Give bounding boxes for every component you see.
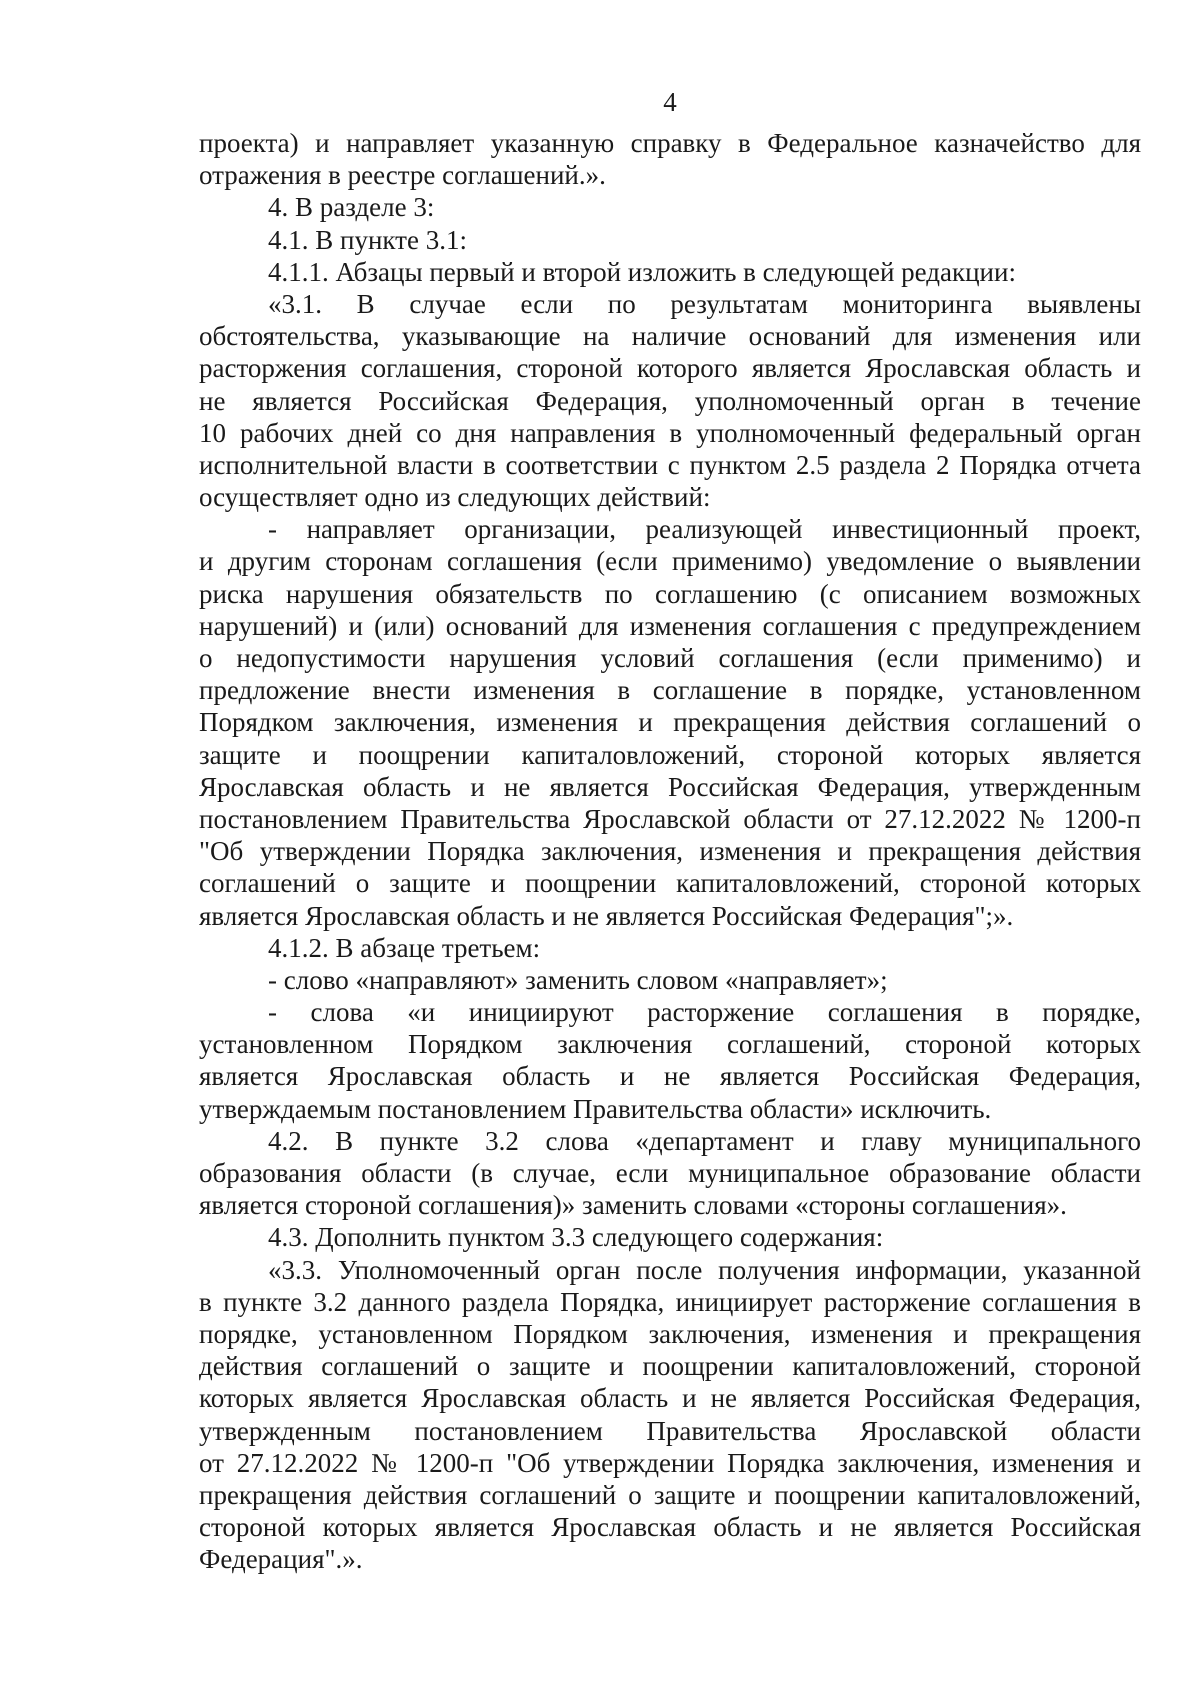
text-line: 4.2. В пункте 3.2 слова «департамент и главу муниципального [268,1125,1141,1156]
text-line: Порядком заключения, изменения и прекращения действия соглашений о [199,707,1141,738]
text-line: о недопустимости нарушения условий соглашения (если применимо) и [199,643,1141,673]
text-line: утвержденным постановлением Правительства Ярославской области [199,1415,1141,1446]
text-line: образования области (в случае, если муниципальное образование области [199,1158,1141,1188]
text-line: прекращения действия соглашений о защите и поощрении капиталовложений, [199,1479,1141,1510]
text-line: «3.1. В случае если по результатам мониторинга выявлены [268,288,1141,319]
text-line: предложение внести изменения в соглашение в порядке, установленном [199,675,1141,706]
text-line: - слово «направляют» заменить словом «направляет»; [268,964,888,995]
text-line: Ярославская область и не является Российская Федерация, утвержденным [199,771,1141,802]
text-line: - направляет организации, реализующей инвестиционный проект, [268,514,1141,545]
text-line: расторжения соглашения, стороной которого является Ярославская область и [199,353,1141,384]
text-line: порядке, установленном Порядком заключения, изменения и прекращения [199,1318,1141,1349]
text-line: является Ярославская область и не является Российская Федерация";». [199,900,1014,931]
text-line: 4.3. Дополнить пунктом 3.3 следующего содержания: [268,1222,884,1253]
text-line: 10 рабочих дней со дня направления в уполномоченный федеральный орган [199,417,1141,448]
page-number: 4 [663,87,677,117]
text-line: в пункте 3.2 данного раздела Порядка, инициирует расторжение соглашения в [199,1286,1141,1317]
text-line: постановлением Правительства Ярославской области от 27.12.2022 № 1200-п [199,803,1141,834]
text-line: Федерация".». [199,1544,363,1575]
text-line: не является Российская Федерация, уполномоченный орган в течение [199,385,1141,416]
text-line: защите и поощрении капиталовложений, стороной которых является [199,739,1141,770]
text-line: 4.1. В пункте 3.1: [268,224,467,255]
text-line: стороной которых является Ярославская область и не является Российская [199,1512,1141,1543]
text-line: действия соглашений о защите и поощрении капиталовложений, стороной [199,1351,1141,1382]
text-line: которых является Ярославская область и не является Российская Федерация, [199,1383,1141,1414]
text-line: исполнительной власти в соответствии с пунктом 2.5 раздела 2 Порядка отчета [199,449,1141,480]
text-line: и другим сторонам соглашения (если применимо) уведомление о выявлении [199,546,1141,577]
text-line: 4.1.2. В абзаце третьем: [268,932,541,963]
text-line: соглашений о защите и поощрении капиталовложений, стороной которых [199,868,1141,899]
text-line: от 27.12.2022 № 1200-п "Об утверждении Порядка заключения, изменения и [199,1447,1141,1478]
text-line: «3.3. Уполномоченный орган после получения информации, указанной [268,1254,1141,1285]
text-line: осуществляет одно из следующих действий: [199,482,711,513]
text-line: является Ярославская область и не является Российская Федерация, [199,1061,1141,1092]
text-line: обстоятельства, указывающие на наличие оснований для изменения или [199,321,1141,352]
text-line: проекта) и направляет указанную справку в Федеральное казначейство для [199,128,1141,158]
text-line: риска нарушения обязательств по соглашению (с описанием возможных [199,578,1141,609]
text-line: утверждаемым постановлением Правительства области» исключить. [199,1093,992,1124]
text-line: отражения в реестре соглашений.». [199,160,606,191]
text-line: 4.1.1. Абзацы первый и второй изложить в следующей редакции: [268,256,1016,287]
text-line: является стороной соглашения)» заменить словами «стороны соглашения». [199,1190,1067,1221]
text-line: нарушений) и (или) оснований для изменения соглашения с предупреждением [199,610,1141,641]
text-line: "Об утверждении Порядка заключения, изменения и прекращения действия [199,836,1141,867]
text-line: 4. В разделе 3: [268,192,435,223]
document-body [199,127,1141,1575]
text-line: установленном Порядком заключения соглашений, стороной которых [199,1029,1141,1060]
text-line: - слова «и инициируют расторжение соглашения в порядке, [268,997,1141,1028]
